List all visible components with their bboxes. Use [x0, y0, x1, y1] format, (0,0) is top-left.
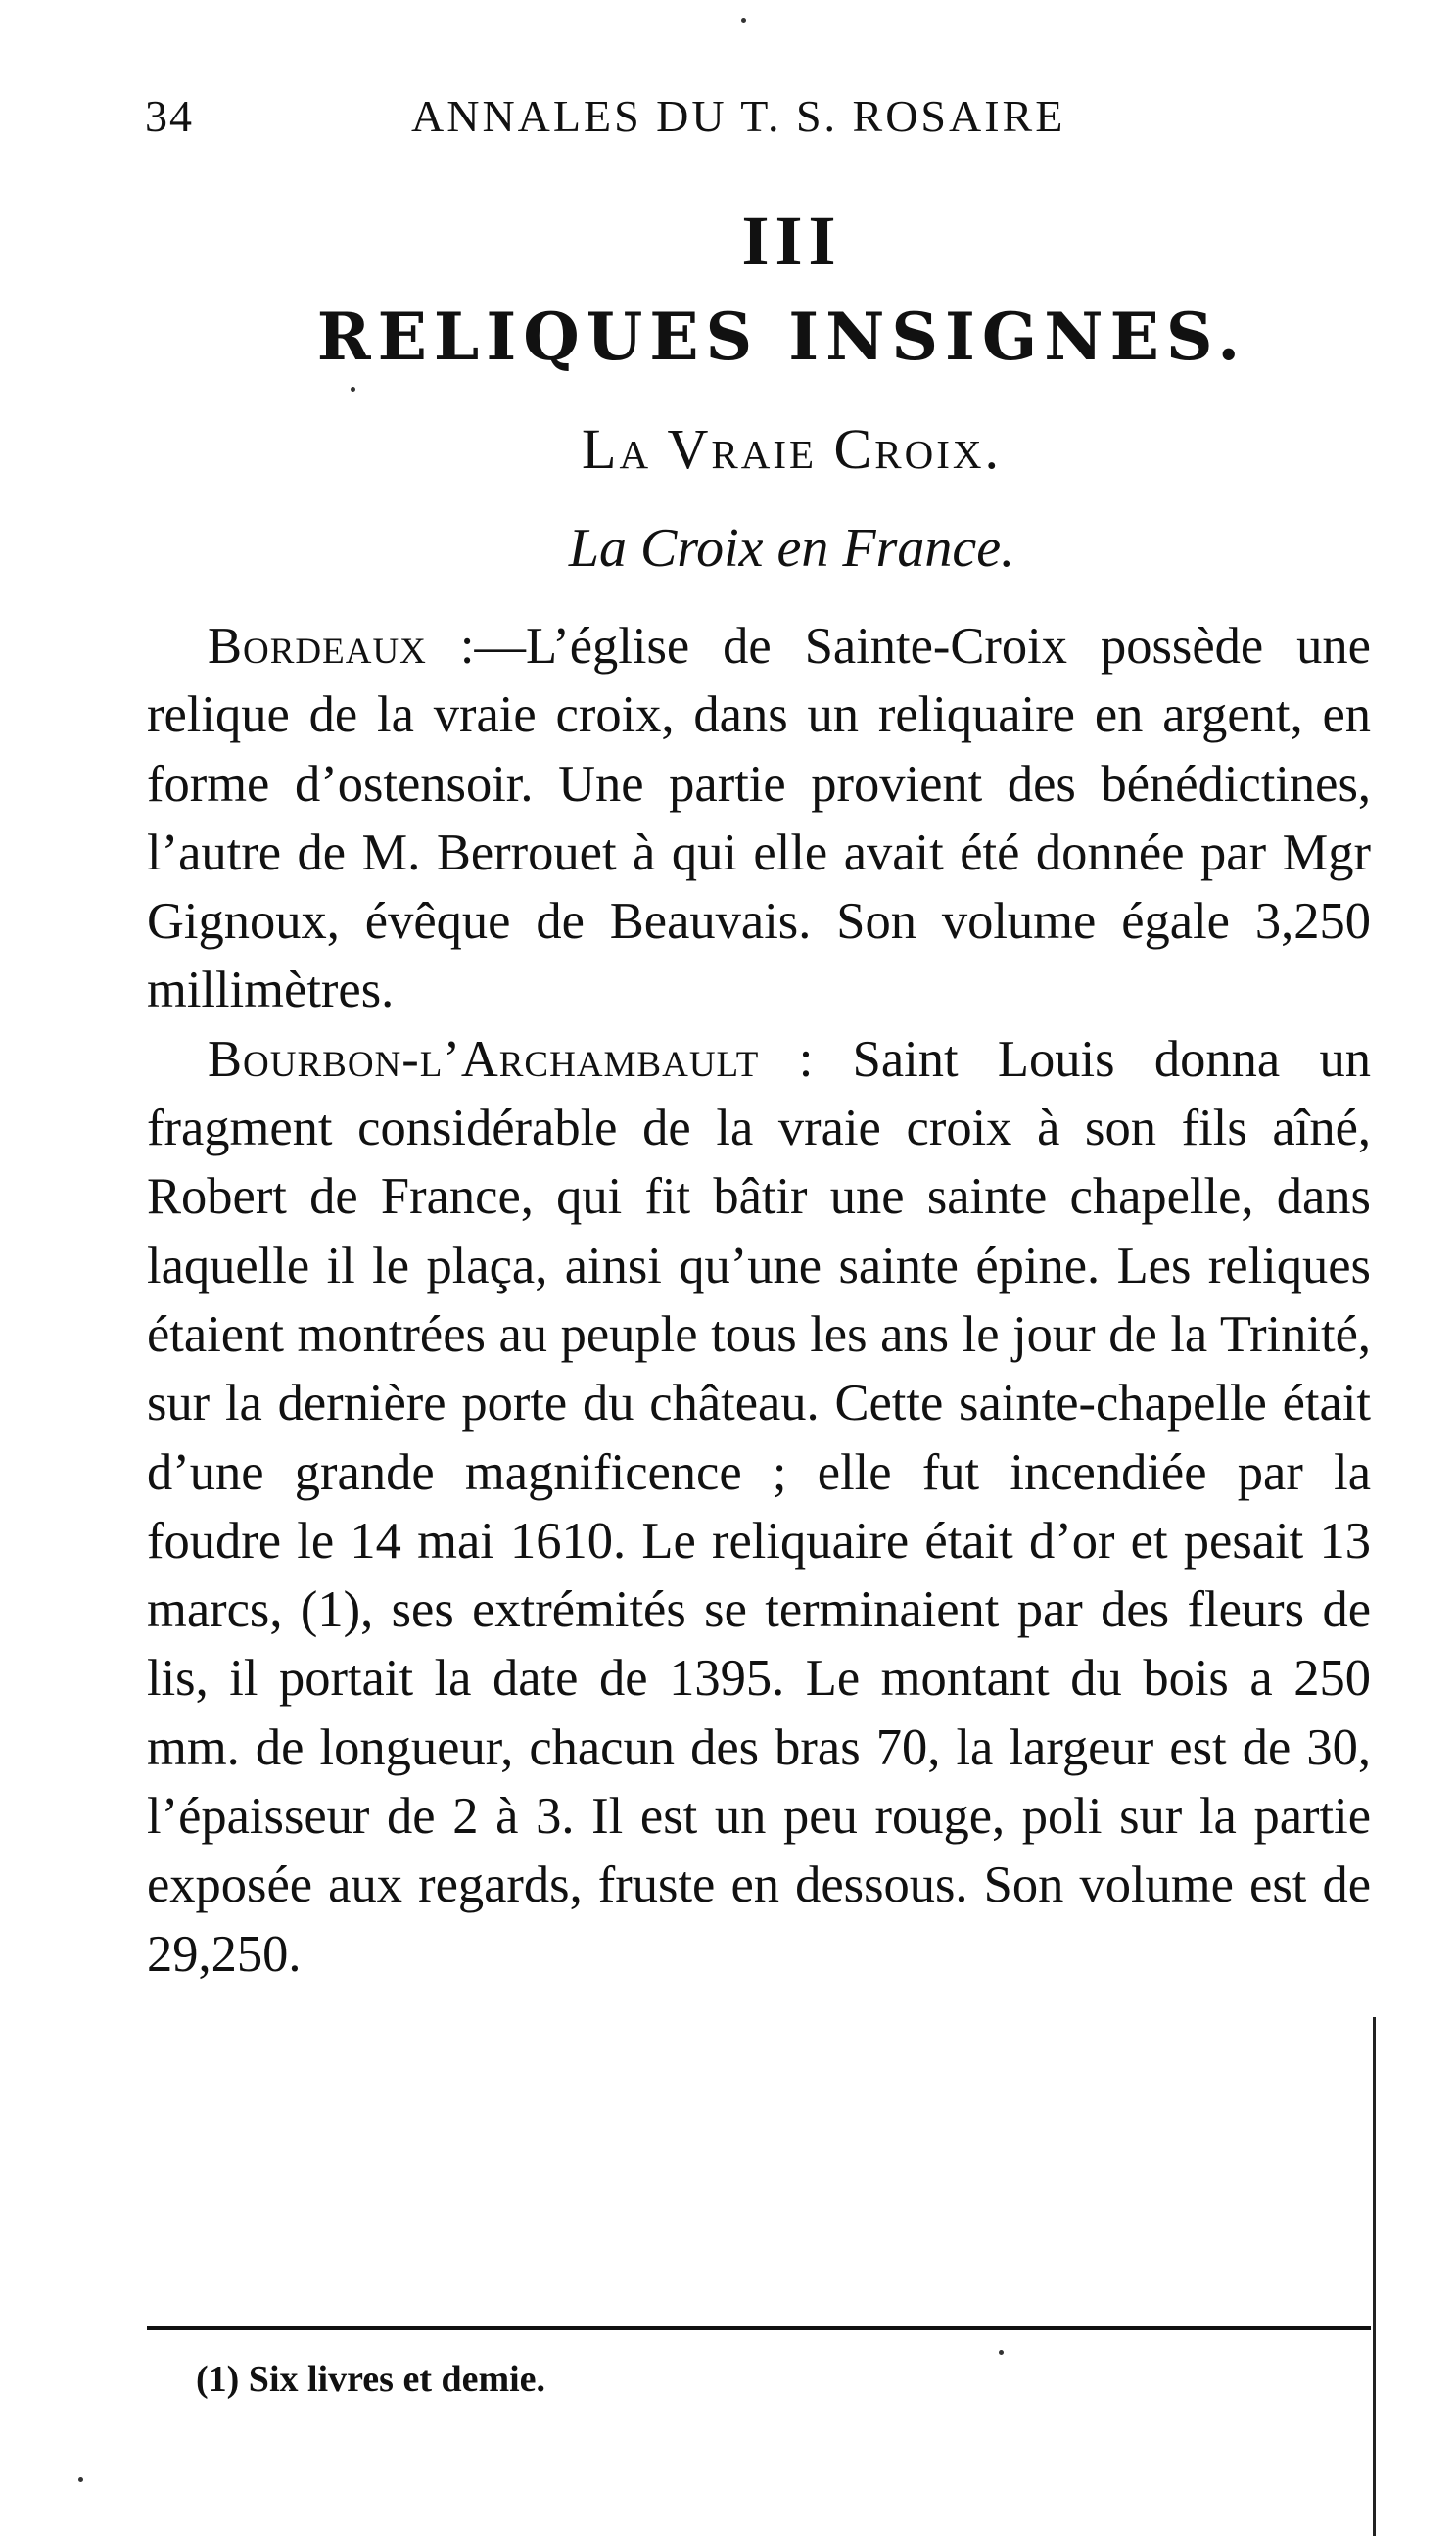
chapter-subtitle: La Vraie Croix.	[582, 417, 1002, 481]
running-title: ANNALES DU T. S. ROSAIRE	[411, 91, 1066, 141]
footnote: (1) Six livres et demie.	[196, 2359, 546, 2400]
page-edge-line	[1373, 2017, 1376, 2536]
page-number: 34	[145, 91, 194, 141]
paragraph-bourbon	[147, 1025, 1371, 1989]
paragraph-text: L’église de Sainte-Croix possède une relique de la vraie croix, dans un reliquaire en argent, en forme d’ostensoir. Une partie provient des bénédictines, l’autre de M. Berrouet à qui elle avait été donnée par Mgr Gignoux, évêque de Beauvais. Son volume égale 3,250 millimètres.	[147, 618, 1371, 1019]
place-separator: :—	[426, 618, 526, 675]
place-name: Bourbon-l’Archambault	[208, 1030, 760, 1088]
scan-speck	[78, 2477, 83, 2482]
paragraph-text: Saint Louis donna un fragment considérable de la vraie croix à son fils aîné, Robert de France, qui fit bâtir une sainte chapelle, dans laquelle il le plaça, ainsi qu’une sainte épine. Les reliques étaient montrées au peuple tous les ans le jour de la Trinité, sur la dernière porte du château. Cette sainte-chapelle était d’une grande magnificence ; elle fut incendiée par la foudre le 14 mai 1610. Le reliquaire était d’or et pesait 13 marcs, (1), ses extrémités se terminaient par des fleurs de lis, il portait la date de 1395. Le montant du bois a 250 mm. de longueur, chacun des bras 70, la largeur est de 30, l’épaisseur de 2 à 3. Il est un peu rouge, poli sur la partie exposée aux regards, fruste en dessous. Son volume est de 29,250.	[147, 1030, 1371, 1983]
section-title: RELIQUES INSIGNES.	[316, 299, 1247, 375]
scan-speck	[741, 18, 746, 23]
running-header	[145, 90, 1320, 159]
place-separator: :	[759, 1030, 853, 1088]
footnote-rule	[147, 2326, 1371, 2330]
section-number: III	[741, 202, 842, 280]
place-name: Bordeaux	[208, 618, 427, 675]
body-text	[147, 612, 1371, 1989]
scan-speck	[999, 2350, 1004, 2355]
scan-speck	[351, 387, 355, 392]
paragraph-bordeaux	[147, 612, 1371, 1025]
chapter-subsubtitle: La Croix en France.	[568, 518, 1015, 579]
